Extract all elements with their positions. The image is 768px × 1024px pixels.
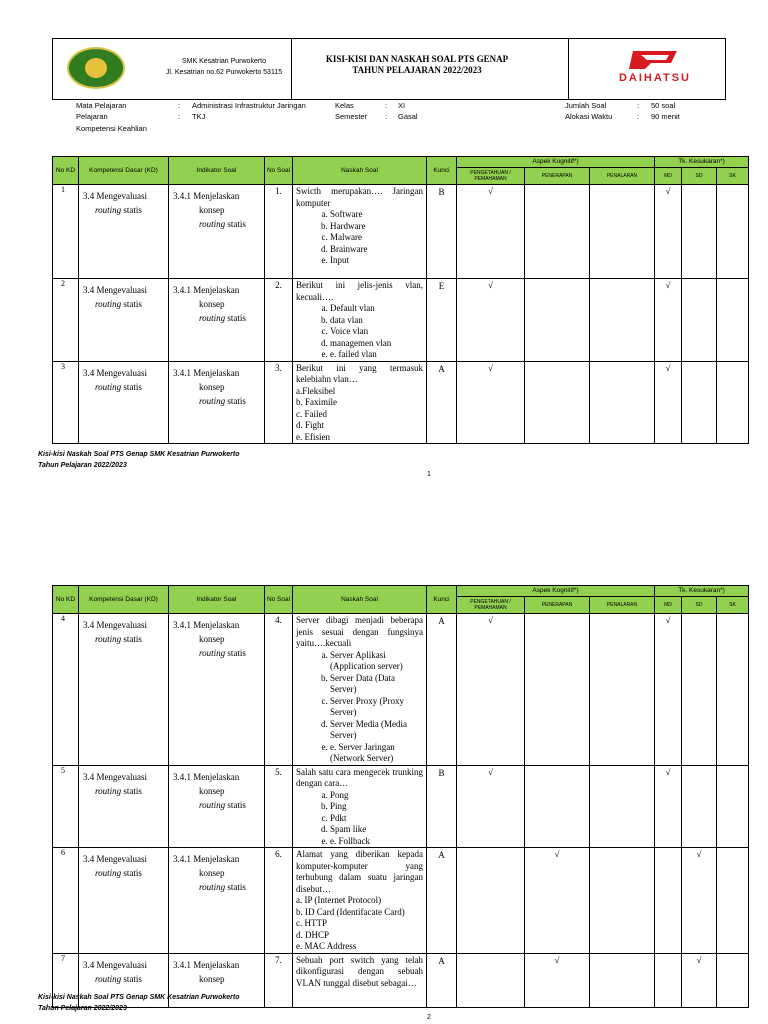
check-cell-penalaran (590, 848, 655, 954)
check-cell-sk (717, 614, 749, 766)
title-line-1: KISI-KISI DAN NASKAH SOAL PTS GENAP (325, 54, 509, 64)
info-colon: : (637, 112, 640, 121)
check-mark-icon: √ (488, 362, 493, 373)
indikator-statis: statis (225, 219, 246, 229)
option-item: d. Spam like (330, 824, 423, 836)
info-colon: : (385, 112, 388, 121)
indikator-routing: routing (199, 882, 226, 892)
option-item: b. data vlan (330, 315, 423, 327)
info-semester-value: Gasal (398, 112, 418, 121)
check-mark-icon: √ (665, 280, 671, 290)
kd-line-2 (83, 382, 142, 392)
th-no-soal: No Soal (265, 157, 293, 185)
naskah-soal-cell (293, 848, 427, 954)
school-cell (53, 39, 292, 99)
info-kelas-label: Kelas (335, 101, 354, 110)
footer-line-1: Kisi-kisi Naskah Soal PTS Genap SMK Kesatrian Purwokerto (38, 451, 240, 458)
indikator-line-2: konsep (199, 973, 225, 984)
naskah-soal-cell (293, 279, 427, 362)
kd-routing: routing (95, 785, 122, 796)
footer-line-2: Tahun Pelajaran 2022/2023 (38, 462, 127, 469)
kompetensi-dasar-cell (79, 848, 169, 954)
check-mark-icon: √ (665, 766, 671, 777)
options-list (296, 790, 423, 848)
option-item: b. Server Data (Data Server) (330, 673, 423, 696)
info-colon: : (178, 112, 181, 121)
check-cell-pengetahuan (457, 279, 525, 362)
kunci-cell: A (427, 361, 457, 444)
footer-page-2 (38, 992, 240, 1014)
options-list (296, 209, 423, 267)
th-indikator: Indikator Soal (169, 586, 265, 614)
option-item: a. IP (Internet Protocol) (296, 895, 382, 905)
kd-statis: statis (121, 299, 142, 309)
check-cell-sk (717, 765, 749, 848)
kd-text: 3.4 Mengevaluasi (83, 854, 147, 864)
option-item: b. ID Card (Identifacate Card) (296, 906, 405, 917)
kd-text: 3.4 Mengevaluasi (83, 191, 147, 201)
options-list (296, 650, 423, 765)
option-item: d. DHCP (296, 929, 330, 940)
check-cell-penalaran (590, 953, 655, 1007)
th-naskah: Naskah Soal (293, 586, 427, 614)
check-cell-pengetahuan (457, 765, 525, 848)
kd-text: 3.4 Mengevaluasi (83, 771, 147, 782)
daihatsu-logo-icon (589, 47, 721, 93)
kd-statis: statis (121, 785, 142, 796)
check-mark-icon: √ (488, 766, 493, 777)
kunci-cell: A (427, 614, 457, 766)
indikator-line-1: 3.4.1 Menjelaskan (173, 285, 240, 295)
kunci-cell: E (427, 279, 457, 362)
page-number-1: 1 (427, 471, 431, 478)
check-mark-icon: √ (665, 615, 671, 625)
indikator-line-2: konsep (199, 205, 225, 215)
indikator-line-2: konsep (199, 868, 225, 878)
kompetensi-dasar-cell (79, 361, 169, 444)
option-item: c. Failed (296, 408, 327, 419)
check-cell-penalaran (590, 279, 655, 362)
check-cell-penalaran (590, 185, 655, 279)
kd-line-2 (83, 974, 142, 984)
naskah-soal-cell (293, 765, 427, 848)
school-info (149, 56, 299, 78)
check-cell-sk (717, 279, 749, 362)
th-aspek: Aspek Kognitif*) (457, 586, 655, 597)
check-cell-md (655, 361, 682, 444)
info-colon: : (637, 101, 640, 110)
th-pengetahuan: PENGETAHUAN / PEMAHAMAN (457, 168, 525, 185)
check-cell-sk (717, 848, 749, 954)
no-kd-cell: 3 (53, 361, 79, 444)
no-soal-cell: 4. (265, 614, 293, 766)
option-item: e. MAC Address (296, 941, 357, 951)
indikator-routing: routing (199, 395, 226, 406)
th-penalaran: PENALARAN (590, 168, 655, 185)
no-kd-cell: 7 (53, 953, 79, 1007)
check-mark-icon: √ (488, 615, 493, 625)
info-semester-label: Semester (335, 112, 368, 121)
kompetensi-dasar-cell (79, 185, 169, 279)
document-title (303, 54, 531, 76)
check-cell-penerapan (525, 614, 590, 766)
kd-routing: routing (95, 299, 122, 309)
check-cell-pengetahuan (457, 361, 525, 444)
check-cell-penerapan (525, 765, 590, 848)
indikator-line-3 (173, 798, 262, 812)
indikator-cell (169, 361, 265, 444)
question-text: Berikut ini yang termasuk kelebiahn vlan… (296, 362, 423, 384)
indikator-line-2: konsep (199, 785, 225, 796)
info-colon: : (385, 101, 388, 110)
check-cell-penerapan (525, 361, 590, 444)
th-pengetahuan: PENGETAHUAN / PEMAHAMAN (457, 597, 525, 614)
indikator-line-3 (173, 311, 262, 325)
naskah-soal-cell (293, 614, 427, 766)
indikator-routing: routing (199, 648, 226, 658)
title-line-2: TAHUN PELAJARAN 2022/2023 (352, 65, 482, 75)
kd-statis: statis (121, 634, 142, 644)
no-soal-cell: 1. (265, 185, 293, 279)
kd-line-2 (83, 299, 142, 309)
option-item: d. Server Media (Media Server) (330, 719, 423, 742)
table-row (53, 279, 749, 362)
th-md: MD (655, 168, 682, 185)
th-kunci: Kunci (427, 157, 457, 185)
th-penerapan: PENERAPAN (525, 597, 590, 614)
school-logo-icon (67, 47, 125, 89)
indikator-line-3 (173, 394, 262, 408)
indikator-line-1: 3.4.1 Menjelaskan (173, 367, 240, 378)
check-cell-md (655, 279, 682, 362)
check-cell-sd (682, 848, 717, 954)
check-mark-icon: √ (696, 954, 702, 965)
table-row (53, 614, 749, 766)
option-item: a. Default vlan (330, 303, 423, 315)
option-item: a. Pong (330, 790, 423, 802)
th-tk: Tk. Kesukaran*) (655, 586, 749, 597)
indikator-line-1: 3.4.1 Menjelaskan (173, 620, 240, 630)
indikator-line-2: konsep (199, 634, 225, 644)
option-item: c. Voice vlan (330, 326, 423, 338)
no-soal-cell: 6. (265, 848, 293, 954)
check-cell-sk (717, 953, 749, 1007)
no-kd-cell: 1 (53, 185, 79, 279)
option-item: e. e. Server Jaringan (Network Server) (330, 742, 423, 765)
th-sd: SD (682, 168, 717, 185)
indikator-line-2: konsep (199, 299, 225, 309)
options-list (296, 303, 423, 361)
check-cell-md (655, 614, 682, 766)
th-no-kd: No KD (53, 157, 79, 185)
kd-routing: routing (95, 868, 122, 878)
indikator-statis: statis (225, 799, 246, 810)
info-alokasi-label: Alokasi Waktu (565, 112, 613, 121)
check-cell-sd (682, 185, 717, 279)
check-mark-icon: √ (554, 954, 560, 965)
no-kd-cell: 2 (53, 279, 79, 362)
option-item: b. Faximile (296, 397, 337, 407)
check-cell-md (655, 848, 682, 954)
question-text: Berikut ini jelis-jenis vlan, kecuali…. (296, 280, 423, 302)
table-body-page-2 (53, 614, 749, 1008)
kompetensi-dasar-cell (79, 614, 169, 766)
option-item: e. e. failed vlan (330, 349, 423, 361)
check-cell-sd (682, 614, 717, 766)
footer-line-2: Tahun Pelajaran 2022/2023 (38, 1005, 127, 1012)
no-soal-cell: 3. (265, 361, 293, 444)
brand-name: DAIHATSU (618, 72, 691, 84)
footer-page-1 (38, 449, 240, 471)
check-cell-sk (717, 185, 749, 279)
info-pelajaran-label: Pelajaran (76, 112, 108, 121)
check-cell-sd (682, 279, 717, 362)
option-item: a. Software (330, 209, 423, 221)
check-cell-sd (682, 361, 717, 444)
no-soal-cell: 5. (265, 765, 293, 848)
check-mark-icon: √ (488, 280, 493, 290)
kunci-cell: B (427, 185, 457, 279)
kd-routing: routing (95, 205, 122, 215)
indikator-line-3 (173, 646, 262, 660)
th-sk: SK (717, 168, 749, 185)
check-cell-pengetahuan (457, 614, 525, 766)
option-item: a. Server Aplikasi (Application server) (330, 650, 423, 673)
question-text: Swicth merupakan…. Jaringan komputer (296, 186, 423, 208)
indikator-line-1: 3.4.1 Menjelaskan (173, 191, 240, 201)
option-item: c. Server Proxy (Proxy Server) (330, 696, 423, 719)
kunci-cell: A (427, 848, 457, 954)
question-text: Alamat yang diberikan kepada komputer-komputer yang terhubung dalam suatu jaringan disebut… (296, 849, 423, 894)
indikator-statis: statis (225, 395, 246, 406)
info-kelas-value: XI (398, 101, 406, 110)
no-kd-cell: 5 (53, 765, 79, 848)
check-mark-icon: √ (696, 849, 702, 859)
table-row (53, 848, 749, 954)
check-cell-penerapan (525, 848, 590, 954)
option-item: d. managemen vlan (330, 338, 423, 350)
indikator-line-1: 3.4.1 Menjelaskan (173, 854, 240, 864)
check-cell-pengetahuan (457, 185, 525, 279)
indikator-routing: routing (199, 313, 226, 323)
kd-text: 3.4 Mengevaluasi (83, 367, 147, 378)
table-row (53, 185, 749, 279)
indikator-cell (169, 848, 265, 954)
info-pelajaran-value: TKJ (192, 112, 206, 121)
indikator-cell (169, 279, 265, 362)
check-cell-penerapan (525, 953, 590, 1007)
indikator-cell (169, 185, 265, 279)
kd-line-2 (83, 786, 142, 796)
th-md: MD (655, 597, 682, 614)
question-text: Salah satu cara mengecek trunking dengan cara… (296, 766, 423, 788)
no-kd-cell: 4 (53, 614, 79, 766)
check-mark-icon: √ (488, 186, 493, 196)
naskah-soal-cell (293, 953, 427, 1007)
check-cell-pengetahuan (457, 953, 525, 1007)
kd-statis: statis (121, 868, 142, 878)
no-soal-cell: 2. (265, 279, 293, 362)
option-item: b. Hardware (330, 221, 423, 233)
check-cell-penalaran (590, 765, 655, 848)
th-aspek: Aspek Kognitif*) (457, 157, 655, 168)
option-item: c. Malware (330, 232, 423, 244)
footer-line-1: Kisi-kisi Naskah Soal PTS Genap SMK Kesatrian Purwokerto (38, 994, 240, 1001)
question-text: Sebuah port switch yang telah dikonfigurasi dengan sebuah VLAN tunggal disebut sebagai… (296, 954, 423, 988)
option-item: e. Input (330, 255, 423, 267)
th-kd: Kompetensi Dasar (KD) (79, 586, 169, 614)
option-item: e. e. Follback (330, 836, 423, 848)
indikator-line-3 (173, 217, 262, 231)
page-number-2: 2 (427, 1014, 431, 1021)
th-indikator: Indikator Soal (169, 157, 265, 185)
indikator-line-3 (173, 880, 262, 894)
indikator-line-2: konsep (199, 381, 225, 392)
option-item: c. HTTP (296, 918, 327, 928)
no-kd-cell: 6 (53, 848, 79, 954)
kompetensi-dasar-cell (79, 765, 169, 848)
option-item: d. Fight (296, 420, 325, 430)
kd-text: 3.4 Mengevaluasi (83, 285, 147, 295)
check-cell-md (655, 765, 682, 848)
indikator-routing: routing (199, 799, 226, 810)
check-cell-penerapan (525, 185, 590, 279)
kd-routing: routing (95, 973, 122, 984)
check-cell-sd (682, 953, 717, 1007)
th-tk: Tk. Kesukaran*) (655, 157, 749, 168)
th-sk: SK (717, 597, 749, 614)
th-penerapan: PENERAPAN (525, 168, 590, 185)
kd-statis: statis (121, 381, 142, 392)
check-cell-pengetahuan (457, 848, 525, 954)
option-item: e. Efisien (296, 431, 330, 442)
table-body-page-1 (53, 185, 749, 444)
indikator-line-1: 3.4.1 Menjelaskan (173, 959, 240, 970)
indikator-statis: statis (225, 882, 246, 892)
check-cell-md (655, 953, 682, 1007)
school-name: SMK Kesatrian Purwokerto (181, 58, 267, 65)
info-kompetensi-label: Kompetensi Keahlian (76, 124, 147, 133)
school-address: Jl. Kesatrian no.62 Purwokerto 53115 (165, 69, 283, 76)
indikator-cell (169, 614, 265, 766)
th-kd: Kompetensi Dasar (KD) (79, 157, 169, 185)
th-no-kd: No KD (53, 586, 79, 614)
option-item: a.Fleksibel (296, 385, 336, 396)
check-cell-sd (682, 765, 717, 848)
kd-statis: statis (121, 973, 142, 984)
question-text: Server dibagi menjadi beberapa jenis sesuai dengan fungsinya yaitu….kecuali (296, 615, 423, 648)
check-mark-icon: √ (554, 849, 560, 859)
kunci-cell: A (427, 953, 457, 1007)
question-table-page-1 (52, 156, 749, 444)
check-cell-sk (717, 361, 749, 444)
info-colon: : (178, 101, 181, 110)
indikator-statis: statis (225, 313, 246, 323)
th-sd: SD (682, 597, 717, 614)
option-item: c. Pdkt (330, 813, 423, 825)
kd-line-2 (83, 868, 142, 878)
kompetensi-dasar-cell (79, 279, 169, 362)
info-mapel-value: Administrasi Infrastruktur Jaringan (192, 101, 306, 110)
kunci-cell: B (427, 765, 457, 848)
kd-statis: statis (121, 205, 142, 215)
th-kunci: Kunci (427, 586, 457, 614)
info-jumlah-label: Jumlah Soal (565, 101, 607, 110)
check-cell-md (655, 185, 682, 279)
check-cell-penalaran (590, 614, 655, 766)
option-item: d. Brainware (330, 244, 423, 256)
option-item: b. Ping (330, 801, 423, 813)
kd-text: 3.4 Mengevaluasi (83, 620, 147, 630)
indikator-line-1: 3.4.1 Menjelaskan (173, 771, 240, 782)
naskah-soal-cell (293, 185, 427, 279)
th-penalaran: PENALARAN (590, 597, 655, 614)
kd-line-2 (83, 634, 142, 644)
title-cell (291, 39, 569, 99)
check-mark-icon: √ (665, 362, 671, 373)
th-no-soal: No Soal (265, 586, 293, 614)
indikator-routing: routing (199, 219, 226, 229)
indikator-cell (169, 765, 265, 848)
no-soal-cell: 7. (265, 953, 293, 1007)
th-naskah: Naskah Soal (293, 157, 427, 185)
kd-text: 3.4 Mengevaluasi (83, 959, 147, 970)
kd-routing: routing (95, 634, 122, 644)
kd-routing: routing (95, 381, 122, 392)
info-mapel-label: Mata Pelajaran (76, 101, 127, 110)
document-header (52, 38, 726, 100)
check-cell-penerapan (525, 279, 590, 362)
indikator-statis: statis (225, 648, 246, 658)
check-cell-penalaran (590, 361, 655, 444)
naskah-soal-cell (293, 361, 427, 444)
check-mark-icon: √ (665, 186, 671, 196)
question-table-page-2 (52, 585, 749, 1008)
info-alokasi-value: 90 menit (651, 112, 680, 121)
table-row (53, 361, 749, 444)
table-row (53, 765, 749, 848)
kd-line-2 (83, 205, 142, 215)
info-jumlah-value: 50 soal (651, 101, 676, 110)
